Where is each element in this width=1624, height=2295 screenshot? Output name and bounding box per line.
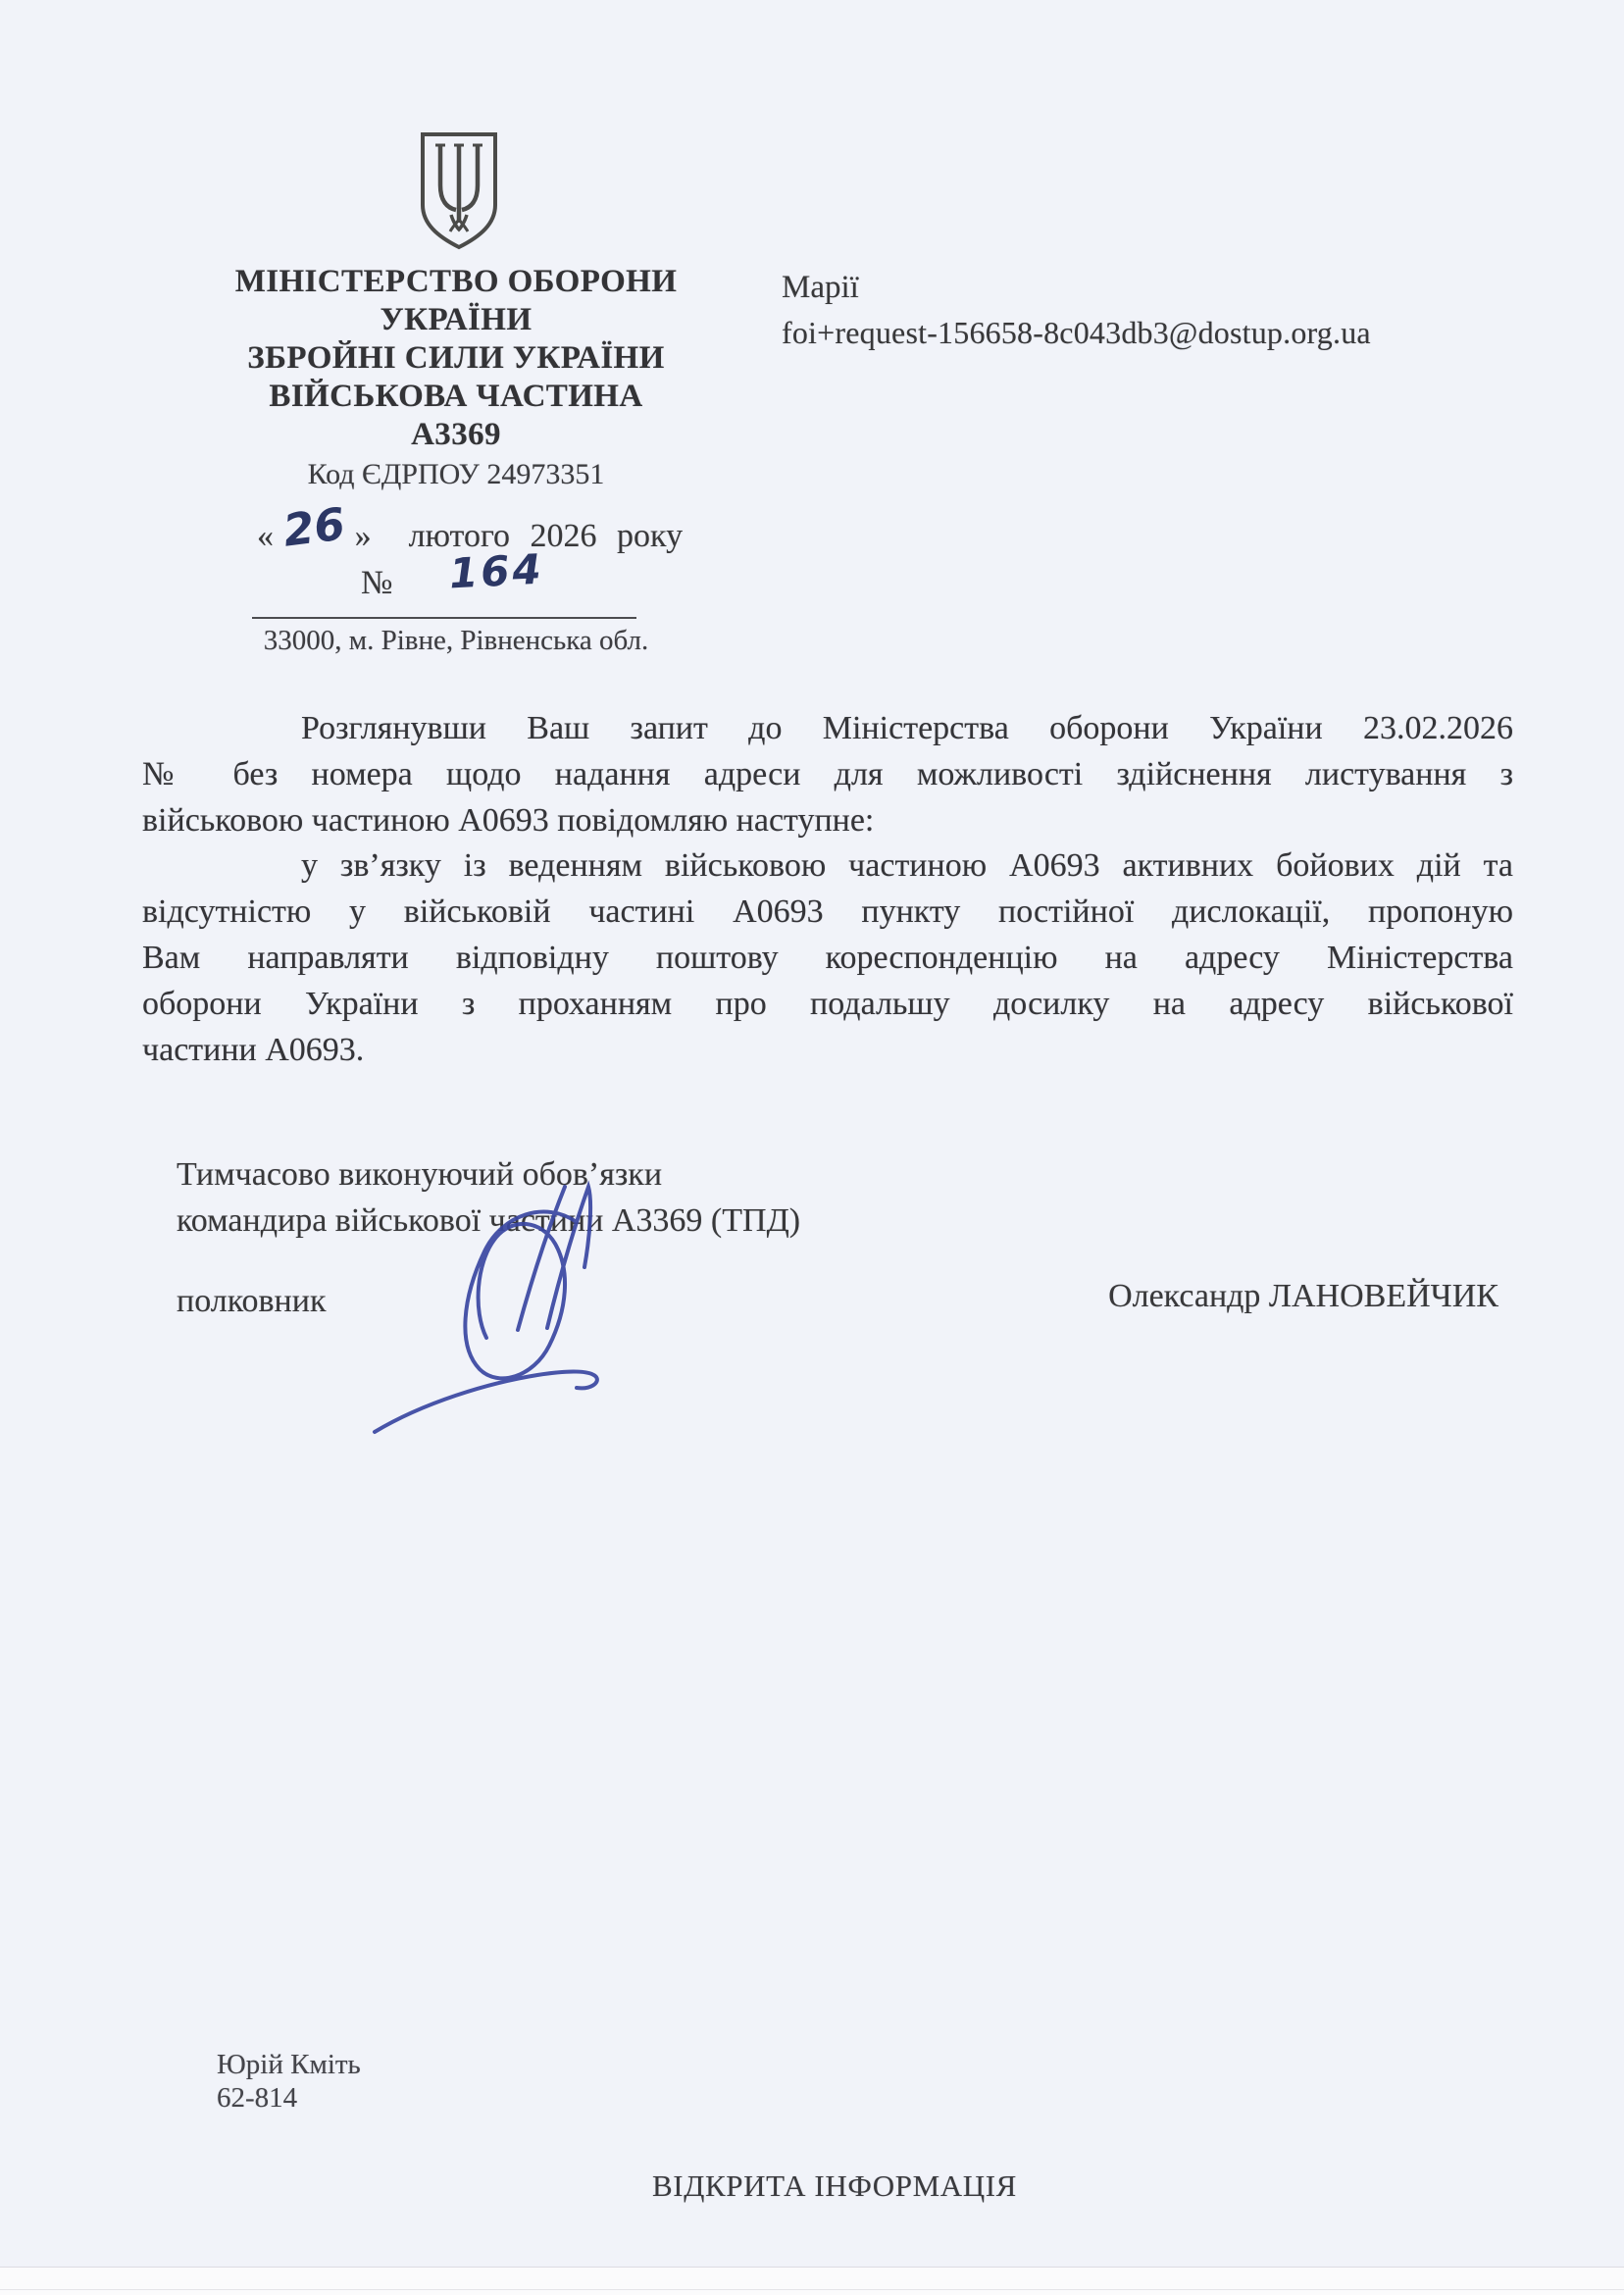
org-name-line: МІНІСТЕРСТВО ОБОРОНИ — [234, 264, 678, 299]
org-name-line: ВІЙСЬКОВА ЧАСТИНА — [269, 379, 643, 414]
letterhead-org-block — [160, 263, 752, 492]
tryzub-shield-icon — [416, 130, 502, 252]
executor-block — [217, 2048, 361, 2115]
quote-open: « — [257, 518, 274, 554]
body-line: у зв’язку із веденням військовою частиною А0693 активних бойових дій та — [301, 847, 1513, 885]
number-sign: № — [361, 565, 393, 601]
executor-name: Юрій Кміть — [217, 2049, 361, 2080]
signer-position-line: Тимчасово виконуючий обов’язки — [177, 1156, 663, 1193]
body-line: частини А0693. — [142, 1031, 365, 1068]
letterhead-divider — [252, 617, 636, 619]
body-line: Розглянувши Ваш запит до Міністерства оборони України 23.02.2026 — [301, 710, 1513, 746]
handwritten-signature — [361, 1169, 614, 1452]
body-line: військовою частиною А0693 повідомляю наступне: — [142, 801, 875, 839]
handwritten-day: 26 — [280, 497, 348, 557]
signer-position-block — [177, 1151, 1059, 1244]
letterhead-address: 33000, м. Рівне, Рівненська обл. — [263, 625, 649, 656]
military-unit-number: А3369 — [411, 417, 501, 452]
executor-phone: 62-814 — [217, 2082, 298, 2114]
body-line: № без номера щодо надання адреси для можливості здійснення листування з — [142, 755, 1513, 792]
body-line: відсутністю у військовій частині А0693 пункту постійної дислокації, пропоную — [142, 893, 1513, 931]
edrpou-code: Код ЄДРПОУ 24973351 — [307, 458, 605, 490]
recipient-email: foi+request-156658-8c043db3@dostup.org.ua — [782, 315, 1371, 350]
signer-position-line: командира військової частини А3369 (ТПД) — [177, 1202, 801, 1239]
date-month-year: лютого 2026 року — [408, 518, 684, 554]
body-line: Вам направляти відповідну поштову кореспонденцію на адресу Міністерства — [142, 939, 1513, 976]
signer-rank: полковник — [177, 1283, 327, 1319]
body-line: оборони України з проханням про подальшу досилку на адресу військової — [142, 985, 1513, 1022]
document-number-line — [361, 544, 546, 603]
scan-edge-strip — [0, 2267, 1624, 2295]
scan-edge-line — [0, 2289, 1624, 2290]
recipient-name: Марії — [782, 270, 859, 305]
org-name-line: ЗБРОЙНІ СИЛИ УКРАЇНИ — [247, 340, 665, 376]
letter-body — [142, 706, 1513, 1073]
signer-name: Олександр ЛАНОВЕЙЧИК — [1108, 1278, 1498, 1314]
org-name-line: УКРАЇНИ — [380, 302, 533, 337]
handwritten-number: 164 — [448, 544, 546, 598]
classification-label: ВІДКРИТА ІНФОРМАЦІЯ — [652, 2168, 1017, 2203]
quote-close: » — [354, 518, 372, 554]
recipient-block — [782, 265, 1527, 355]
